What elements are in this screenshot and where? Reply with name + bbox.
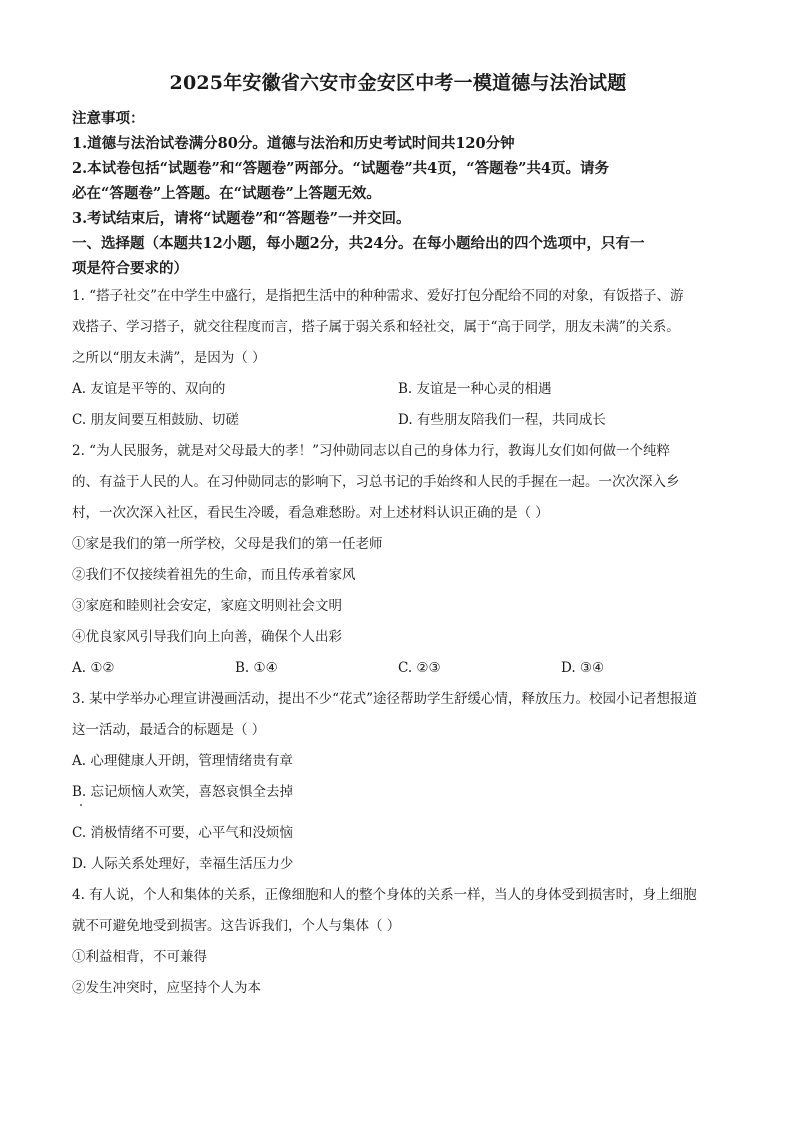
q2-stem-line-2: 的、有益于人民的人。在习仲勋同志的影响下，习总书记的手始终和人民的手握在一起。一次次深入乡 bbox=[72, 474, 680, 490]
exam-page bbox=[72, 70, 724, 1004]
q4-stem-line-1: 4. 有人说，个人和集体的关系，正像细胞和人的整个身体的关系一样，当人的身体受到损害时，身上细胞 bbox=[72, 887, 697, 903]
section-heading-line-2: 项是符合要求的） bbox=[72, 260, 188, 277]
q2-stem-line-1: 2. “为人民服务，就是对父母最大的孝！”习仲勋同志以自己的身体力行，教诲儿女们如何做一个纯粹 bbox=[72, 443, 670, 459]
q1-option-c[interactable]: C. 朋友间要互相鼓励、切磋 bbox=[72, 412, 239, 428]
q2-option-b[interactable]: B. ①④ bbox=[235, 660, 278, 676]
q2-option-a[interactable]: A. ①② bbox=[72, 660, 115, 676]
q1-option-d[interactable]: D. 有些朋友陪我们一程，共同成长 bbox=[398, 412, 606, 428]
q2-stem-line-3: 村，一次次深入社区，看民生冷暖，看急难愁盼。对上述材料认识正确的是（ ） bbox=[72, 505, 549, 521]
stray-dot-mark bbox=[72, 808, 724, 818]
q4-item-1: ①利益相背，不可兼得 bbox=[72, 949, 207, 965]
q2-option-d[interactable]: D. ③④ bbox=[561, 660, 605, 676]
notice-line-4: 3.考试结束后，请将“试题卷”和“答题卷”一并交回。 bbox=[72, 210, 411, 227]
q1-stem-line-3: 之所以“朋友未满”，是因为（ ） bbox=[72, 350, 266, 366]
notice-heading: 注意事项： bbox=[72, 110, 145, 127]
q3-stem-line-1: 3. 某中学举办心理宣讲漫画活动，提出不少“花式”途径帮助学生舒缓心情，释放压力。校园小记者想报道 bbox=[72, 691, 697, 707]
q2-option-c[interactable]: C. ②③ bbox=[398, 660, 441, 676]
q1-options bbox=[72, 374, 724, 436]
q2-item-3: ③家庭和睦则社会安定，家庭文明则社会文明 bbox=[72, 598, 342, 614]
q3-option-c[interactable]: C. 消极情绪不可要，心平气和没烦恼 bbox=[72, 825, 293, 841]
q1-stem-line-1: 1. “搭子社交”在中学生中盛行，是指把生活中的种种需求、爱好打包分配给不同的对象，有饭搭子、游 bbox=[72, 288, 684, 304]
q4-stem-line-2: 就不可避免地受到损害。这告诉我们，个人与集体（ ） bbox=[72, 918, 401, 934]
q2-options bbox=[72, 653, 724, 684]
notice-line-3: 必在“答题卷”上答题。在“试题卷”上答题无效。 bbox=[72, 185, 381, 202]
q2-item-1: ①家是我们的第一所学校，父母是我们的第一任老师 bbox=[72, 536, 383, 552]
q2-item-4: ④优良家风引导我们向上向善，确保个人出彩 bbox=[72, 629, 342, 645]
notice-line-1: 1.道德与法治试卷满分80分。道德与法治和历史考试时间共120分钟 bbox=[72, 135, 515, 152]
q1-stem-line-2: 戏搭子、学习搭子，就交往程度而言，搭子属于弱关系和轻社交，属于“高于同学，朋友未满”的关系。 bbox=[72, 319, 680, 335]
exam-title: 2025年安徽省六安市金安区中考一模道德与法治试题 bbox=[169, 72, 627, 94]
q3-option-b[interactable]: B. 忘记烦恼人欢笑，喜怒哀惧全去掉 bbox=[72, 784, 294, 800]
notice-line-2: 2.本试卷包括“试题卷”和“答题卷”两部分。“试题卷”共4页，“答题卷”共4页。请务 bbox=[72, 160, 610, 177]
section-heading-line-1: 一、选择题（本题共12小题，每小题2分，共24分。在每小题给出的四个选项中，只有一 bbox=[72, 235, 645, 252]
q4-item-2: ②发生冲突时，应坚持个人为本 bbox=[72, 980, 261, 996]
q3-option-d[interactable]: D. 人际关系处理好，幸福生活压力少 bbox=[72, 856, 294, 872]
q2-item-2: ②我们不仅接续着祖先的生命，而且传承着家风 bbox=[72, 567, 356, 583]
q1-option-a[interactable]: A. 友谊是平等的、双向的 bbox=[72, 381, 226, 397]
q1-option-b[interactable]: B. 友谊是一种心灵的相遇 bbox=[398, 381, 552, 397]
q3-option-a[interactable]: A. 心理健康人开朗，管理情绪贵有章 bbox=[72, 753, 293, 769]
q3-stem-line-2: 这一活动，最适合的标题是（ ） bbox=[72, 722, 266, 738]
